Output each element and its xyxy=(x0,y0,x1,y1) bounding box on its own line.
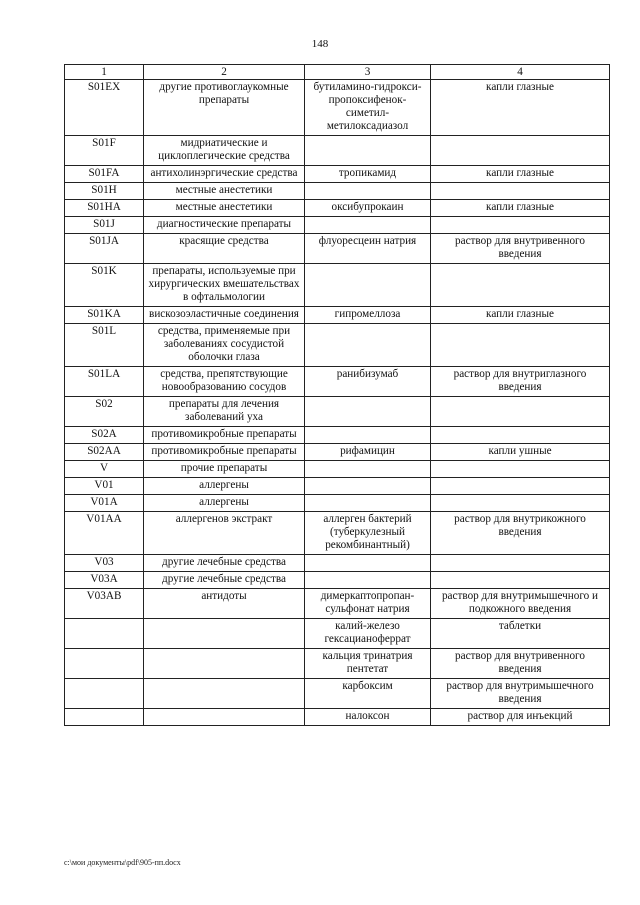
drug-name-cell: калий-железо гексацианоферрат xyxy=(305,619,431,649)
atc-code-cell: V03 xyxy=(65,555,144,572)
dosage-form-cell: раствор для внутриглазного введения xyxy=(431,367,610,397)
atc-code-cell: S01F xyxy=(65,136,144,166)
drug-name-cell: бутиламино-гидрокси-пропоксифенок-симетил-метилоксадиазол xyxy=(305,80,431,136)
group-name-cell: противомикробные препараты xyxy=(144,427,305,444)
dosage-form-cell: капли ушные xyxy=(431,444,610,461)
drug-name-cell xyxy=(305,427,431,444)
atc-code-cell: V xyxy=(65,461,144,478)
table-row xyxy=(65,324,610,367)
table-row xyxy=(65,461,610,478)
column-header: 3 xyxy=(305,65,431,80)
drug-name-cell xyxy=(305,397,431,427)
dosage-form-cell xyxy=(431,427,610,444)
drug-name-cell: кальция тринатрия пентетат xyxy=(305,649,431,679)
table-row xyxy=(65,619,610,649)
dosage-form-cell: капли глазные xyxy=(431,80,610,136)
drug-name-cell xyxy=(305,136,431,166)
table-row xyxy=(65,555,610,572)
dosage-form-cell xyxy=(431,324,610,367)
dosage-form-cell xyxy=(431,136,610,166)
atc-code-cell: S01HA xyxy=(65,200,144,217)
atc-code-cell: S02AA xyxy=(65,444,144,461)
atc-code-cell: S02 xyxy=(65,397,144,427)
table-body xyxy=(65,80,610,726)
group-name-cell: средства, препятствующие новообразованию сосудов xyxy=(144,367,305,397)
table-header-row xyxy=(65,65,610,80)
atc-code-cell xyxy=(65,709,144,726)
dosage-form-cell xyxy=(431,555,610,572)
drug-name-cell xyxy=(305,555,431,572)
atc-code-cell: V01A xyxy=(65,495,144,512)
group-name-cell: прочие препараты xyxy=(144,461,305,478)
column-header: 4 xyxy=(431,65,610,80)
group-name-cell: вискозоэластичные соединения xyxy=(144,307,305,324)
group-name-cell xyxy=(144,649,305,679)
drug-name-cell: флуоресцеин натрия xyxy=(305,234,431,264)
atc-code-cell: S01L xyxy=(65,324,144,367)
drug-name-cell: оксибупрокаин xyxy=(305,200,431,217)
dosage-form-cell xyxy=(431,495,610,512)
table-row xyxy=(65,367,610,397)
atc-code-cell: V01 xyxy=(65,478,144,495)
drug-name-cell: рифамицин xyxy=(305,444,431,461)
drug-name-cell xyxy=(305,478,431,495)
drug-name-cell: аллерген бактерий (туберкулезный рекомбинантный) xyxy=(305,512,431,555)
dosage-form-cell: раствор для внутримышечного введения xyxy=(431,679,610,709)
table-row xyxy=(65,80,610,136)
table-row xyxy=(65,495,610,512)
dosage-form-cell: раствор для внутривенного введения xyxy=(431,234,610,264)
table-row xyxy=(65,200,610,217)
drug-name-cell xyxy=(305,183,431,200)
atc-code-cell xyxy=(65,649,144,679)
group-name-cell: противомикробные препараты xyxy=(144,444,305,461)
table-row xyxy=(65,649,610,679)
atc-code-cell xyxy=(65,619,144,649)
drug-name-cell xyxy=(305,217,431,234)
drug-name-cell xyxy=(305,495,431,512)
group-name-cell: местные анестетики xyxy=(144,183,305,200)
table-row xyxy=(65,136,610,166)
drug-name-cell xyxy=(305,264,431,307)
dosage-form-cell xyxy=(431,461,610,478)
dosage-form-cell xyxy=(431,264,610,307)
dosage-form-cell: раствор для инъекций xyxy=(431,709,610,726)
table-row xyxy=(65,166,610,183)
drug-name-cell: гипромеллоза xyxy=(305,307,431,324)
dosage-form-cell: капли глазные xyxy=(431,200,610,217)
atc-code-cell: S01KA xyxy=(65,307,144,324)
dosage-form-cell: раствор для внутрикожного введения xyxy=(431,512,610,555)
atc-code-cell: S01K xyxy=(65,264,144,307)
drug-name-cell: димеркаптопропан-сульфонат натрия xyxy=(305,589,431,619)
atc-code-cell: S01FA xyxy=(65,166,144,183)
column-header: 2 xyxy=(144,65,305,80)
dosage-form-cell: таблетки xyxy=(431,619,610,649)
table-row xyxy=(65,478,610,495)
drug-name-cell xyxy=(305,324,431,367)
group-name-cell: аллергены xyxy=(144,495,305,512)
atc-code-cell: S01EX xyxy=(65,80,144,136)
atc-code-cell: S01H xyxy=(65,183,144,200)
dosage-form-cell xyxy=(431,478,610,495)
drug-name-cell: ранибизумаб xyxy=(305,367,431,397)
group-name-cell: другие лечебные средства xyxy=(144,555,305,572)
table-row xyxy=(65,572,610,589)
table-row xyxy=(65,589,610,619)
page-number: 148 xyxy=(311,38,329,50)
table-row xyxy=(65,217,610,234)
column-header: 1 xyxy=(65,65,144,80)
dosage-form-cell: капли глазные xyxy=(431,307,610,324)
drug-name-cell xyxy=(305,461,431,478)
group-name-cell xyxy=(144,679,305,709)
group-name-cell xyxy=(144,709,305,726)
table-row xyxy=(65,234,610,264)
group-name-cell: препараты для лечения заболеваний уха xyxy=(144,397,305,427)
table-row xyxy=(65,307,610,324)
drug-name-cell: карбоксим xyxy=(305,679,431,709)
footer-file-path: c:\мои документы\pdf\905-пп.docx xyxy=(64,858,181,867)
drug-name-cell xyxy=(305,572,431,589)
atc-code-cell xyxy=(65,679,144,709)
dosage-form-cell: раствор для внутривенного введения xyxy=(431,649,610,679)
atc-code-cell: V03A xyxy=(65,572,144,589)
drug-name-cell: тропикамид xyxy=(305,166,431,183)
atc-code-cell: V01AA xyxy=(65,512,144,555)
group-name-cell: антидоты xyxy=(144,589,305,619)
table-row xyxy=(65,444,610,461)
dosage-form-cell xyxy=(431,572,610,589)
dosage-form-cell xyxy=(431,217,610,234)
table-row xyxy=(65,709,610,726)
dosage-form-cell xyxy=(431,183,610,200)
atc-code-cell: S02A xyxy=(65,427,144,444)
table-row xyxy=(65,679,610,709)
group-name-cell: препараты, используемые при хирургических вмешательствах в офтальмологии xyxy=(144,264,305,307)
table-row xyxy=(65,397,610,427)
group-name-cell: мидриатические и циклоплегические средства xyxy=(144,136,305,166)
dosage-form-cell: капли глазные xyxy=(431,166,610,183)
drug-name-cell: налоксон xyxy=(305,709,431,726)
dosage-form-cell: раствор для внутримышечного и подкожного введения xyxy=(431,589,610,619)
drug-classification-table xyxy=(64,64,610,726)
group-name-cell: другие противоглаукомные препараты xyxy=(144,80,305,136)
table-row xyxy=(65,183,610,200)
atc-code-cell: S01LA xyxy=(65,367,144,397)
group-name-cell: диагностические препараты xyxy=(144,217,305,234)
dosage-form-cell xyxy=(431,397,610,427)
group-name-cell: антихолинэргические средства xyxy=(144,166,305,183)
group-name-cell: другие лечебные средства xyxy=(144,572,305,589)
atc-code-cell: S01JA xyxy=(65,234,144,264)
group-name-cell: аллергены xyxy=(144,478,305,495)
group-name-cell: средства, применяемые при заболеваниях сосудистой оболочки глаза xyxy=(144,324,305,367)
group-name-cell xyxy=(144,619,305,649)
table-row xyxy=(65,264,610,307)
atc-code-cell: S01J xyxy=(65,217,144,234)
atc-code-cell: V03AB xyxy=(65,589,144,619)
group-name-cell: красящие средства xyxy=(144,234,305,264)
group-name-cell: местные анестетики xyxy=(144,200,305,217)
table-row xyxy=(65,427,610,444)
group-name-cell: аллергенов экстракт xyxy=(144,512,305,555)
table-row xyxy=(65,512,610,555)
